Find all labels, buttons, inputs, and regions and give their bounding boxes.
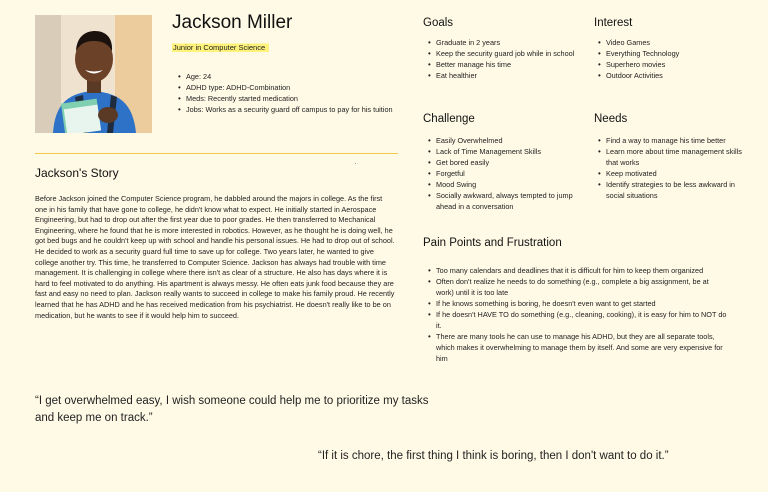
interest-item: • Everything Technology (598, 48, 748, 59)
challenge-list (428, 135, 578, 212)
pain-points-list (428, 265, 728, 364)
persona-quote: “If it is chore, the first thing I think is boring, then I don't want to do it.” (318, 450, 669, 462)
fact-item: • Meds: Recently started medication (178, 93, 398, 104)
challenge-item: • Get bored easily (428, 157, 578, 168)
divider-dot (355, 163, 356, 164)
challenge-title: Challenge (423, 113, 475, 125)
need-item: • Learn more about time management skills that works (598, 146, 748, 168)
need-item: • Find a way to manage his time better (598, 135, 748, 146)
pain-point-item: • Often don't realize he needs to do something (e.g., complete a big assignment, be at work) until it is too late (428, 276, 728, 298)
interest-list (598, 37, 748, 81)
story-body: Before Jackson joined the Computer Science program, he dabbled around the majors in college. As the first one in his family that have gone to college, he didn't know what to expect. He initially started in Aerospace Engineering, but had to drop out after the first year due to poor grades. He then transferred to Mechanical Engineering, where he found that he is more interested in robotics. However, as he thought he is doing well, he got bed bugs and he couldn't keep up with school and handle his personal issues. He had to drop out of school. He decided to work as a security guard full time to save up for college. Two years later, he wanted to give college another try. This time, he transferred to Computer Science. Jackson has always had trouble with time management. It is challenging in college where there isn't as clear of a structure. He also has days where it is hard to feel motivated to do anything. His apartment is always messy. He often eats junk food because they are fast and easy no need to plan. Jackson really wants to succeed in college to make his family proud. He recently learned that he has ADHD and he has received medication from his psychiatrist. He doesn't really like to be on medication, but he wants to see if it would help him to succeed. (35, 194, 395, 320)
goal-item: • Keep the security guard job while in school (428, 48, 578, 59)
interest-item: • Outdoor Activities (598, 70, 748, 81)
need-item: • Keep motivated (598, 168, 748, 179)
persona-illustration (35, 15, 152, 133)
persona-photo (35, 15, 152, 133)
persona-quote: “I get overwhelmed easy, I wish someone could help me to prioritize my tasks and keep me on track.” (35, 395, 429, 424)
challenge-item: • Easily Overwhelmed (428, 135, 578, 146)
persona-role-highlight: Junior in Computer Science (172, 42, 269, 53)
goals-list (428, 37, 578, 81)
pain-point-item: • There are many tools he can use to manage his ADHD, but they are all separate tools, which makes it overwhelming to manage them by itself. And some are very expensive for him (428, 331, 728, 364)
need-item: • Identify strategies to be less awkward in social situations (598, 179, 748, 201)
goal-item: • Graduate in 2 years (428, 37, 578, 48)
pain-point-item: • Too many calendars and deadlines that it is difficult for him to keep them organized (428, 265, 728, 276)
story-title: Jackson's Story (35, 166, 119, 180)
fact-item: • Jobs: Works as a security guard off campus to pay for his tuition (178, 104, 398, 115)
goal-item: • Better manage his time (428, 59, 578, 70)
goal-item: • Eat healthier (428, 70, 578, 81)
pain-point-item: • If he doesn't HAVE TO do something (e.g., cleaning, cooking), it is easy for him to NOT do it. (428, 309, 728, 331)
needs-list (598, 135, 748, 201)
fact-item: • ADHD type: ADHD-Combination (178, 82, 398, 93)
challenge-item: • Lack of Time Management Skills (428, 146, 578, 157)
challenge-item: • Forgetful (428, 168, 578, 179)
interest-title: Interest (594, 17, 633, 29)
section-divider (35, 153, 398, 154)
challenge-item: • Mood Swing (428, 179, 578, 190)
pain-point-item: • If he knows something is boring, he doesn't even want to get started (428, 298, 728, 309)
fact-item: • Age: 24 (178, 71, 398, 82)
challenge-item: • Socially awkward, always tempted to jump ahead in a conversation (428, 190, 578, 212)
pain-points-title: Pain Points and Frustration (423, 237, 562, 249)
persona-facts-list (178, 71, 398, 115)
persona-name: Jackson Miller (172, 12, 293, 33)
goals-title: Goals (423, 17, 454, 29)
interest-item: • Video Games (598, 37, 748, 48)
needs-title: Needs (594, 113, 628, 125)
interest-item: • Superhero movies (598, 59, 748, 70)
